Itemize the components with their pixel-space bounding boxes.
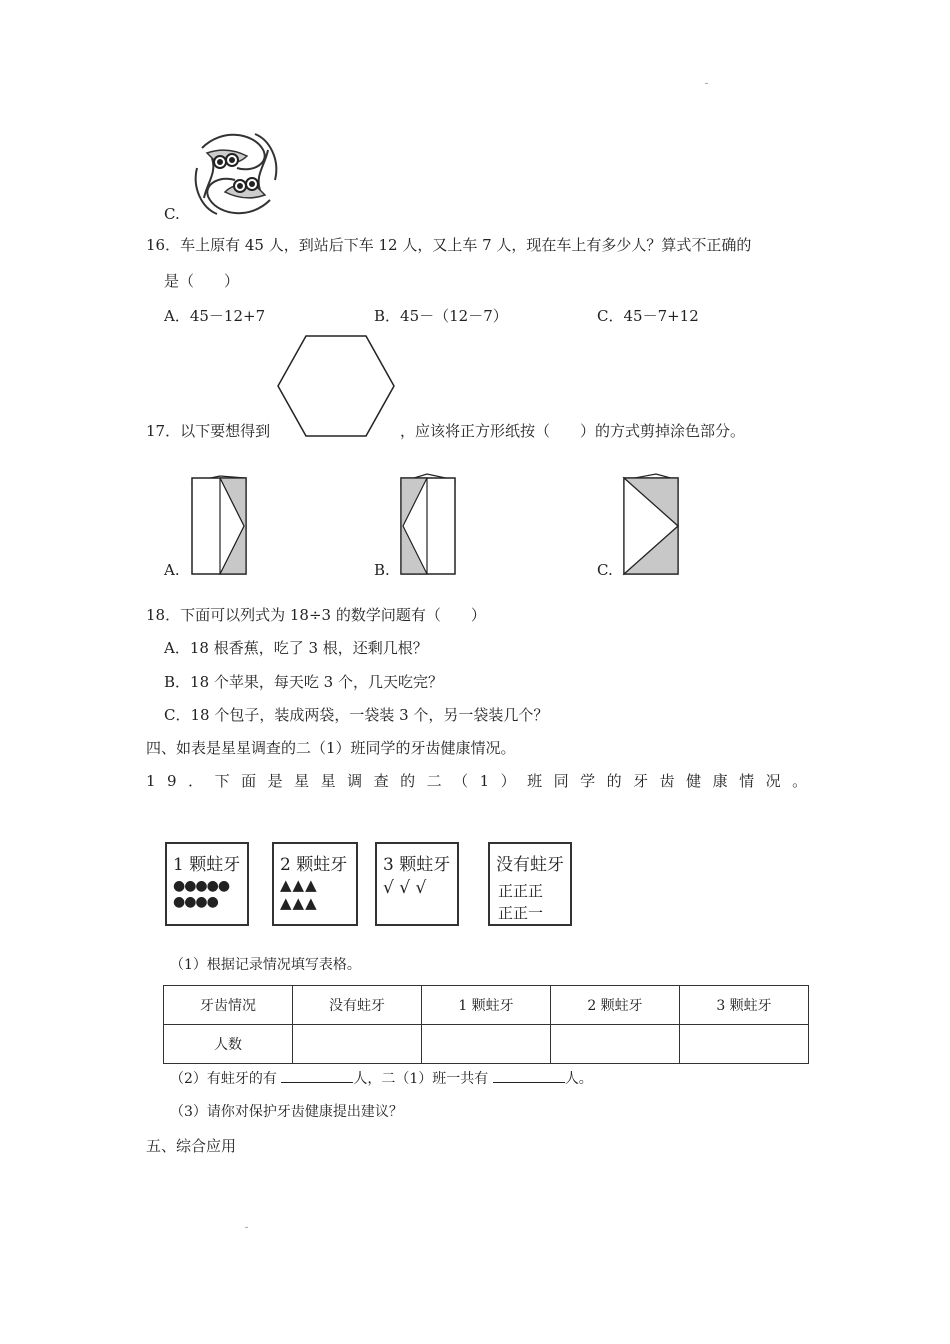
table-answer-cell[interactable] <box>422 1025 551 1064</box>
tooth-health-table <box>163 985 809 1064</box>
table-header-cell: 2 颗蛀牙 <box>551 986 680 1025</box>
q16-option-b: B．45－（12－7） <box>374 307 508 325</box>
section-4-heading: 四、如表是星星调查的二（1）班同学的牙齿健康情况。 <box>146 739 516 757</box>
table-header-cell: 牙齿情况 <box>164 986 293 1025</box>
hexagon-figure <box>277 335 395 437</box>
q16-option-a: A．45－12+7 <box>164 307 266 325</box>
tally-card-2-cavities <box>272 842 358 926</box>
q17-stem-suffix: ，应该将正方形纸按（ ）的方式剪掉涂色部分。 <box>400 422 746 440</box>
tally-card-1-cavity <box>165 842 249 926</box>
q19-part3: （3）请你对保护牙齿健康提出建议？ <box>170 1104 403 1120</box>
answer-blank[interactable] <box>493 1068 565 1083</box>
table-row-label: 人数 <box>164 1025 293 1064</box>
q16-stem-line1: 16．车上原有 45 人，到站后下车 12 人，又上车 7 人，现在车上有多少人？算式不正确的 <box>146 236 752 254</box>
fold-figure-c <box>622 470 680 576</box>
tally-marks-row2: ●●●● <box>173 894 218 910</box>
section-5-heading: 五、综合应用 <box>146 1137 237 1155</box>
tally-card-no-cavity <box>488 842 572 926</box>
q19-stem: 19．下面是星星调查的二（1）班同学的牙齿健康情况。 <box>146 772 819 790</box>
table-header-cell: 3 颗蛀牙 <box>680 986 809 1025</box>
tally-marks-row1: 正正正 <box>498 882 544 900</box>
q18-option-b: B．18 个苹果，每天吃 3 个，几天吃完？ <box>164 673 443 691</box>
q19-part1: （1）根据记录情况填写表格。 <box>170 957 361 973</box>
fold-figure-b <box>399 470 457 576</box>
emblem-image <box>192 128 280 220</box>
q16-stem-line2: 是（ ） <box>164 272 240 290</box>
tally-marks-row2: 正正一 <box>498 904 544 922</box>
fold-figure-a <box>190 470 248 576</box>
tally-card-title: 没有蛀牙 <box>496 855 564 875</box>
q15-option-c: C. <box>164 205 180 223</box>
answer-blank[interactable] <box>281 1068 353 1083</box>
q19-part2-text-b: 人，二（1）班一共有 <box>353 1071 489 1087</box>
table-answer-cell[interactable] <box>551 1025 680 1064</box>
page-mark-top: ˍ <box>704 74 709 85</box>
table-answer-cell[interactable] <box>680 1025 809 1064</box>
tally-card-title: 3 颗蛀牙 <box>383 855 451 875</box>
q16-option-c: C．45－7+12 <box>597 307 699 325</box>
tally-marks-row1: ▲▲▲ <box>280 876 318 894</box>
tally-card-title: 2 颗蛀牙 <box>280 855 348 875</box>
table-header-cell: 1 颗蛀牙 <box>422 986 551 1025</box>
q18-option-c: C．18 个包子，装成两袋，一袋装 3 个，另一袋装几个？ <box>164 706 549 724</box>
q17-stem-prefix: 17．以下要想得到 <box>146 422 271 440</box>
table-answer-cell[interactable] <box>293 1025 422 1064</box>
q18-stem: 18．下面可以列式为 18÷3 的数学问题有（ ） <box>146 606 486 624</box>
q18-option-a: A．18 根香蕉，吃了 3 根，还剩几根？ <box>164 639 428 657</box>
q19-part2 <box>170 1068 593 1089</box>
q17-option-a: A. <box>164 561 180 579</box>
tally-marks-row1: √ √ √ <box>383 878 427 898</box>
q19-part2-text-c: 人。 <box>564 1071 593 1087</box>
q19-part2-text-a: （2）有蛀牙的有 <box>170 1071 277 1087</box>
q17-option-c: C. <box>597 561 613 579</box>
tally-card-3-cavities <box>375 842 459 926</box>
tally-marks-row1: ●●●●● <box>173 878 230 894</box>
page-mark-bottom: ˍ <box>244 1218 249 1229</box>
table-header-cell: 没有蛀牙 <box>293 986 422 1025</box>
tally-marks-row2: ▲▲▲ <box>280 894 318 912</box>
tally-card-title: 1 颗蛀牙 <box>173 855 241 875</box>
q17-option-b: B. <box>374 561 390 579</box>
